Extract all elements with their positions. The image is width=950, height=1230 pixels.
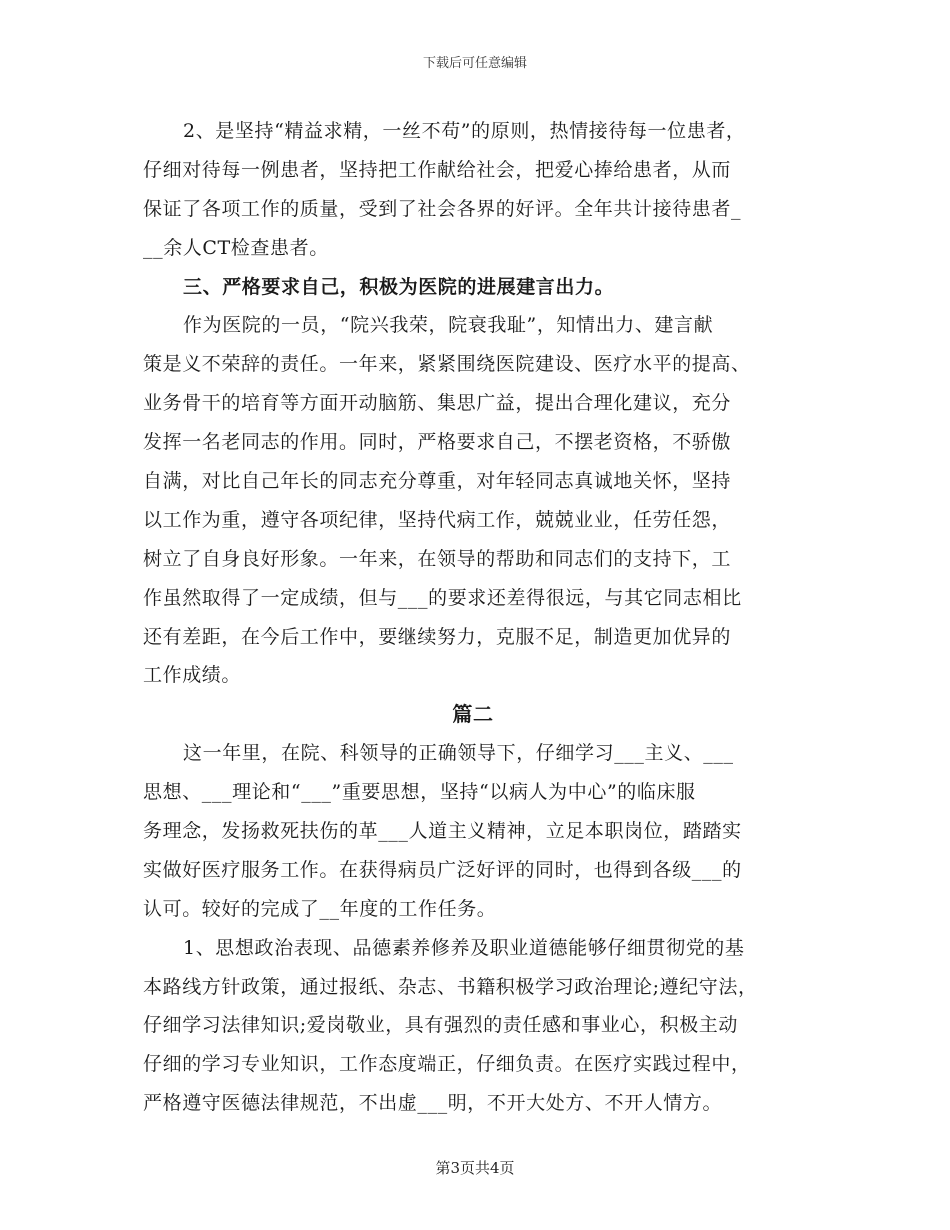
- paragraph-line: 本路线方针政策，通过报纸、杂志、书籍积极学习政治理论;遵纪守法，: [143, 975, 758, 998]
- paragraph-line: 2、是坚持“精益求精，一丝不苟”的原则，热情接待每一位患者，: [183, 120, 746, 142]
- paragraph-line: 这一年里，在院、科领导的正确领导下，仔细学习___主义、___: [183, 742, 734, 765]
- paragraph-line: __余人CT检查患者。: [143, 236, 329, 259]
- paragraph-line: 业务骨干的培育等方面开动脑筋、集思广益，提出合理化建议，充分: [143, 392, 732, 415]
- paragraph-line: 策是义不荣辞的责任。一年来，紧紧围绕医院建设、医疗水平的提高、: [143, 353, 751, 376]
- paragraph-line: 务理念，发扬救死扶伤的革___人道主义精神，立足本职岗位，踏踏实: [143, 820, 742, 843]
- page-number: 第3页共4页: [435, 1159, 515, 1177]
- paragraph-line: 发挥一名老同志的作用。同时，严格要求自己，不摆老资格，不骄傲: [143, 431, 732, 454]
- paragraph-line: 以工作为重，遵守各项纪律，坚持代病工作，兢兢业业，任劳任怨，: [143, 508, 732, 531]
- paragraph-line: 严格遵守医德法律规范，不出虚___明，不开大处方、不开人情方。: [143, 1092, 723, 1115]
- paragraph-line: 仔细学习法律知识;爱岗敬业，具有强烈的责任感和事业心，积极主动: [143, 1014, 739, 1037]
- section-title: 篇二: [452, 702, 494, 727]
- section-heading: 三、严格要求自己，积极为医院的进展建言出力。: [183, 275, 615, 298]
- paragraph-line: 工作成绩。: [143, 664, 242, 687]
- paragraph-line: 仔细的学习专业知识，工作态度端正，仔细负责。在医疗实践过程中，: [143, 1053, 751, 1076]
- paragraph-line: 自满，对比自己年长的同志充分尊重，对年轻同志真诚地关怀，坚持: [143, 470, 732, 493]
- page-header: 下载后可任意编辑: [422, 56, 527, 71]
- paragraph-line: 1、思想政治表现、品德素养修养及职业道德能够仔细贯彻党的基: [183, 936, 745, 959]
- paragraph-line: 还有差距，在今后工作中，要继续努力，克服不足，制造更加优异的: [143, 625, 732, 648]
- paragraph-line: 实做好医疗服务工作。在获得病员广泛好评的同时，也得到各级___的: [143, 858, 742, 881]
- document-body: [143, 112, 803, 1123]
- paragraph-line: 树立了自身良好形象。一年来，在领导的帮助和同志们的支持下，工: [143, 547, 732, 570]
- paragraph-line: 保证了各项工作的质量，受到了社会各界的好评。全年共计接待患者_: [143, 197, 742, 220]
- paragraph-line: 认可。较好的完成了__年度的工作任务。: [143, 897, 497, 920]
- paragraph-line: 作为医院的一员，“院兴我荣，院衰我耻”，知情出力、建言献: [183, 314, 714, 337]
- paragraph-line: 仔细对待每一例患者，坚持把工作献给社会，把爱心捧给患者，从而: [143, 158, 732, 181]
- paragraph-line: 作虽然取得了一定成绩，但与___的要求还差得很远，与其它同志相比: [143, 586, 742, 609]
- paragraph-line: 思想、___理论和“___”重要思想，坚持“以病人为中心”的临床服: [143, 781, 696, 804]
